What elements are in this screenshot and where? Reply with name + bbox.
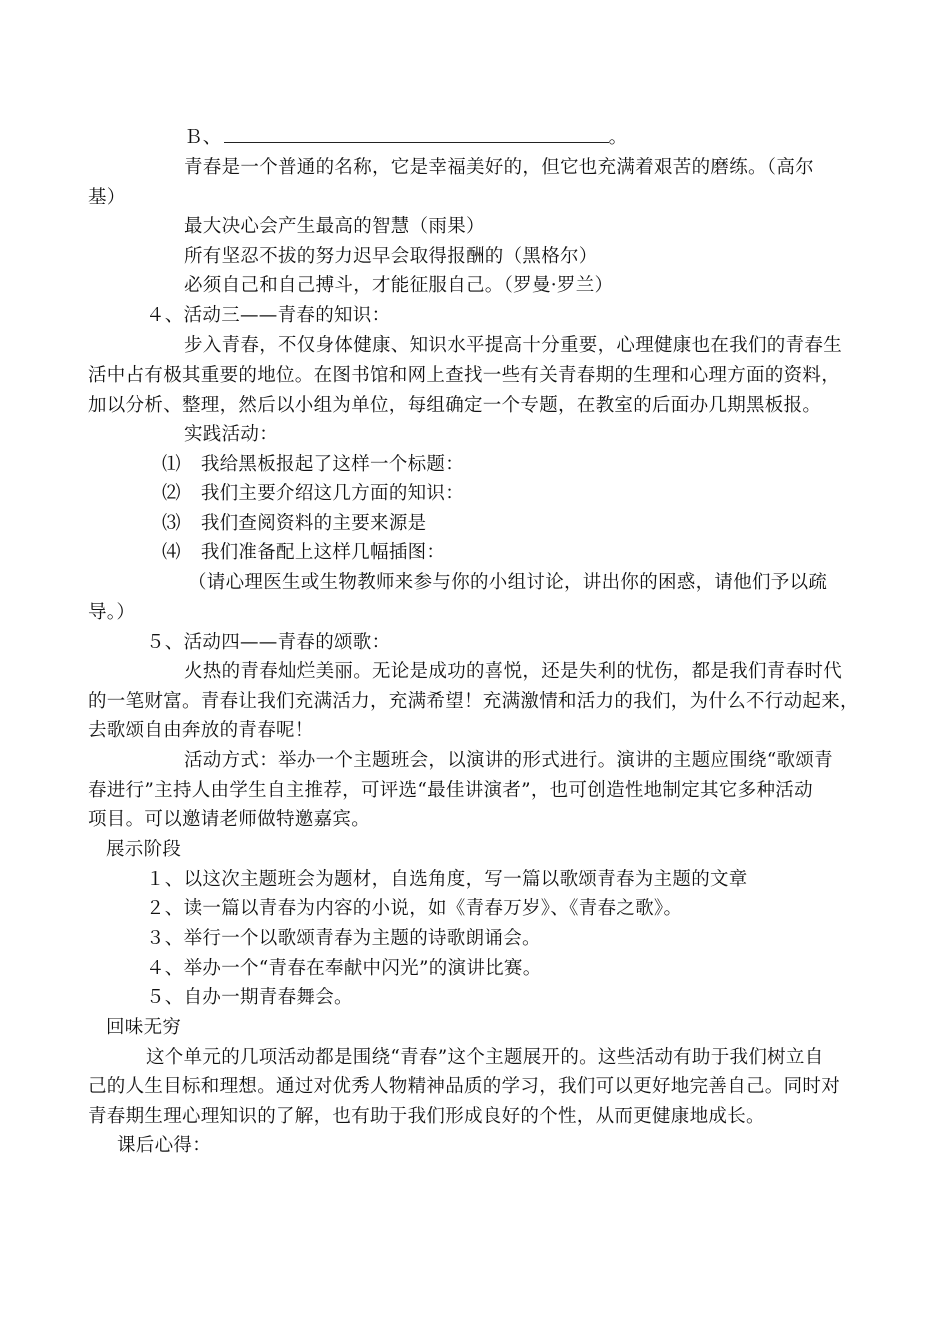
activity4-para-line3: 去歌颂自由奔放的青春呢！ [88,720,314,741]
quote-gorky-line2: 基） [88,187,126,208]
quote-hegel: 所有坚忍不拔的努力迟早会取得报酬的（黑格尔） [184,246,598,267]
item-number: ⑴ [162,454,181,475]
display-item-5: ５、自办一期青春舞会。 [146,987,353,1008]
review-heading: 回味无穷 [106,1017,182,1038]
after-class-heading: 课后心得： [117,1135,212,1156]
counsel-note-line1: （请心理医生或生物教师来参与你的小组讨论，讲出你的困惑，请他们予以疏 [188,572,828,593]
display-item-1: １、以这次主题班会为题材，自选角度，写一篇以歌颂青春为主题的文章 [146,869,748,890]
activity3-para-line2: 活中占有极其重要的地位。在图书馆和网上查找一些有关青春期的生理和心理方面的资料， [88,365,841,386]
quote-gorky-line1: 青春是一个普通的名称，它是幸福美好的，但它也充满着艰苦的磨练。（高尔 [184,157,814,178]
review-para-line3: 青春期生理心理知识的了解，也有助于我们形成良好的个性，从而更健康地成长。 [88,1106,765,1127]
practice-item-4 [162,538,445,568]
quote-rolland: 必须自己和自己搏斗，才能征服自己。（罗曼·罗兰） [184,275,614,296]
item-number: ⑷ [162,542,181,563]
practice-item-3 [162,509,426,539]
item-text: 我们查阅资料的主要来源是 [200,513,427,534]
quote-hugo: 最大决心会产生最高的智慧（雨果） [184,216,485,237]
item-text: 我给黑板报起了这样一个标题： [200,454,465,475]
display-heading: 展示阶段 [106,839,182,860]
practice-item-1 [162,450,464,480]
activity4-method-line1: 活动方式：举办一个主题班会，以演讲的形式进行。演讲的主题应围绕“歌颂青 [184,750,833,771]
item-number: ⑶ [162,513,181,534]
item-text: 我们准备配上这样几幅插图： [200,542,446,563]
blank-suffix: 。 [608,127,628,148]
review-para-line1: 这个单元的几项活动都是围绕“青春”这个主题展开的。这些活动有助于我们树立自 [146,1047,824,1068]
item-number: ⑵ [162,483,181,504]
answer-blank-line[interactable] [224,126,609,143]
activity4-para-line1: 火热的青春灿烂美丽。无论是成功的喜悦，还是失利的忧伤，都是我们青春时代 [184,661,843,682]
display-item-2: ２、读一篇以青春为内容的小说，如《青春万岁》、《青春之歌》。 [146,898,683,919]
counsel-note-line2: 导。） [88,602,136,623]
item-text: 我们主要介绍这几方面的知识： [200,483,465,504]
review-para-line2: 己的人生目标和理想。通过对优秀人物精神品质的学习，我们可以更好地完善自己。同时对 [88,1076,841,1097]
fill-in-blank-b [184,123,627,153]
activity4-method-line3: 项目。可以邀请老师做特邀嘉宾。 [88,809,371,830]
display-item-3: ３、举行一个以歌颂青春为主题的诗歌朗诵会。 [146,928,541,949]
activity3-heading: ４、活动三——青春的知识： [146,305,391,326]
activity3-para-line3: 加以分析、整理，然后以小组为单位，每组确定一个专题，在教室的后面办几期黑板报。 [88,395,822,416]
activity4-method-line2: 春进行”主持人由学生自主推荐，可评选“最佳讲演者”，也可创造性地制定其它多种活动 [88,780,813,801]
practice-label: 实践活动： [184,424,279,445]
display-item-4: ４、举办一个“青春在奉献中闪光”的演讲比赛。 [146,958,542,979]
practice-item-2 [162,479,464,509]
activity4-heading: ５、活动四——青春的颂歌： [146,632,391,653]
activity3-para-line1: 步入青春，不仅身体健康、知识水平提高十分重要，心理健康也在我们的青春生 [184,335,843,356]
activity4-para-line2: 的一笔财富。青春让我们充满活力，充满希望！充满激情和活力的我们，为什么不行动起来， [88,691,859,712]
blank-prefix: Ｂ、 [184,127,222,148]
